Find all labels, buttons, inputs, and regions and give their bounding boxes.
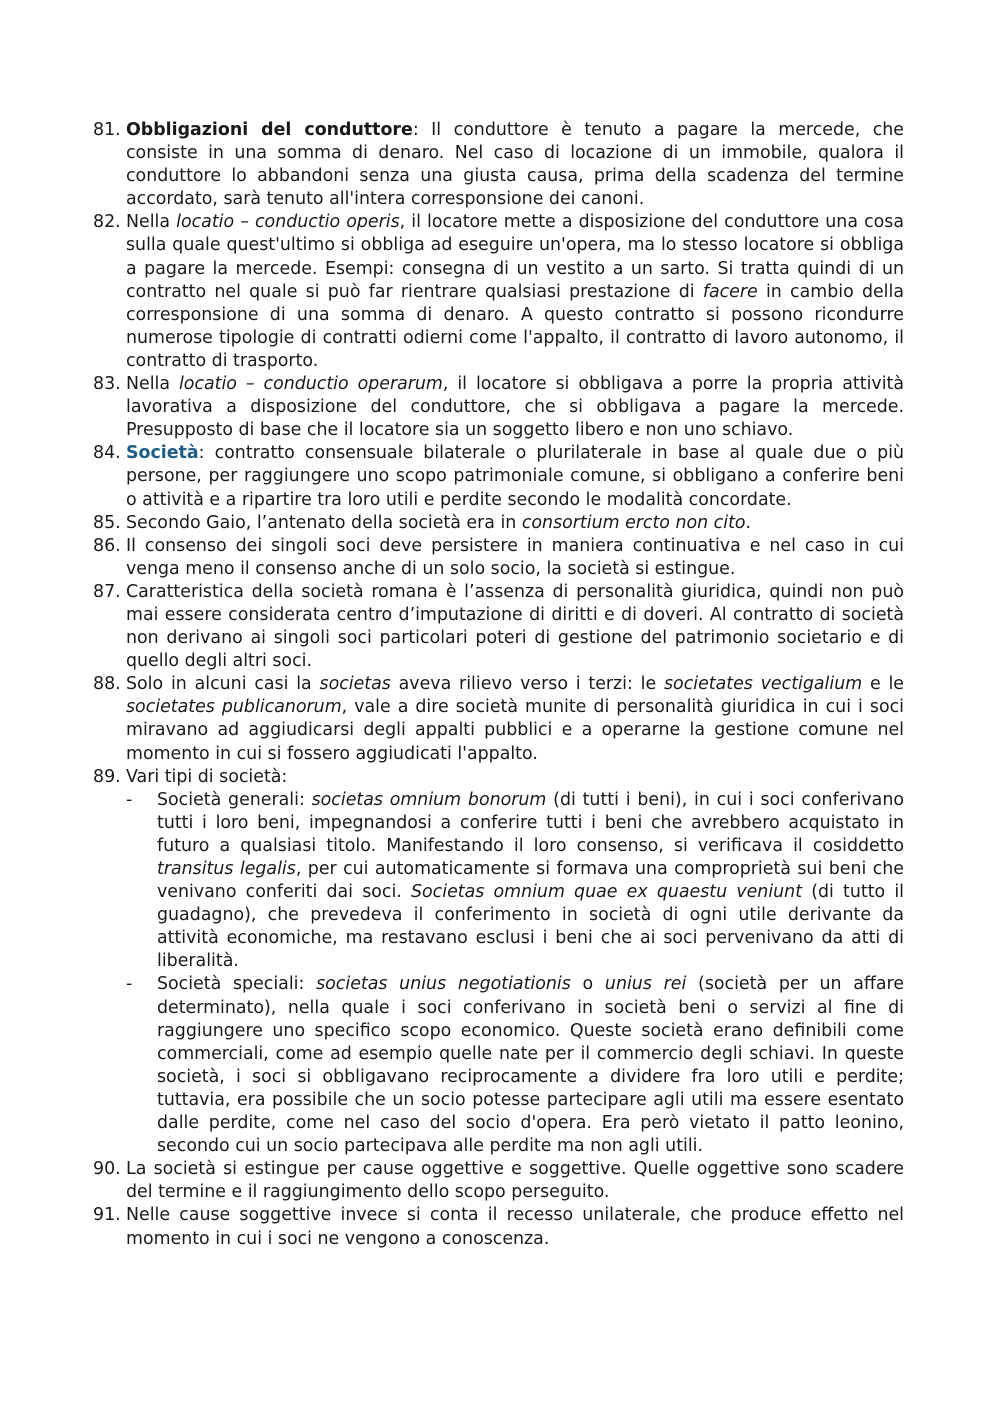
text-run: La società si estingue per cause oggettive e soggettive. Quelle oggettive sono scadere del termine e il raggiungimento dello scopo perseguito. <box>126 1159 904 1203</box>
text-run: , vale a dire società munite di personalità giuridica in cui i soci miravano ad aggiudicarsi degli appalti pubblici e a operarne la gestione comune nel momento in cui si fossero aggiudicati l'appalto. <box>126 697 905 764</box>
sub-item-text <box>157 973 904 1158</box>
list-item <box>93 673 904 765</box>
item-number: 89. <box>93 766 121 787</box>
text-run: Caratteristica della società romana è l’assenza di personalità giuridica, quindi non può mai essere considerata centro d’imputazione di diritti e di doveri. Al contratto di società non derivano ai singoli soci particolari poteri di gestione del patrimonio societario e di quello degli altri soci. <box>126 581 904 672</box>
list-item <box>93 766 904 1159</box>
dash-bullet: - <box>126 789 133 810</box>
text-run: Secondo Gaio, l’antenato della società era in <box>126 512 522 533</box>
text-run: Il consenso dei singoli soci deve persistere in maniera continuativa e nel caso in cui venga meno il consenso anche di un solo socio, la società si estingue. <box>126 535 904 579</box>
latin-term: societas <box>319 674 391 695</box>
list-item <box>93 512 904 535</box>
text-run: Vari tipi di società: <box>126 766 288 787</box>
text-run: Nella <box>126 212 177 233</box>
latin-term: unius rei <box>604 974 687 995</box>
text-run: : Il conduttore è tenuto a pagare la mercede, che consiste in una somma di denaro. Nel caso di locazione di un immobile, qualora il conduttore lo abbandoni senza una giusta causa, prima della scadenza del termine accordato, sarà tenuto all'intera corresponsione dei canoni. <box>126 120 904 210</box>
latin-term: facere <box>702 281 758 302</box>
item-number: 87. <box>93 581 121 602</box>
item-number: 91. <box>93 1205 121 1226</box>
latin-term: locatio – conductio operis <box>176 212 400 233</box>
list-item <box>93 535 904 581</box>
item-text <box>126 211 904 373</box>
sub-item-text <box>157 789 904 974</box>
item-number: 90. <box>93 1159 121 1180</box>
item-text <box>126 581 904 673</box>
term-heading: Obbligazioni del conduttore <box>126 120 413 140</box>
text-run: aveva rilievo verso i terzi: le <box>390 674 664 695</box>
item-text <box>126 119 904 211</box>
latin-term: societas unius negotiationis <box>316 974 571 995</box>
list-item <box>93 373 904 442</box>
item-text <box>126 1204 904 1250</box>
text-run: Società generali: <box>157 789 312 810</box>
sub-list-item <box>126 973 904 1158</box>
item-number: 82. <box>93 212 121 233</box>
text-run: Società speciali: <box>157 974 317 995</box>
text-run: in cambio della corresponsione di una somma di denaro. A questo contratto si possono ricondurre numerose tipologie di contratti odierni come l'appalto, il contratto di lavoro autonomo, il contratto di trasporto. <box>126 281 905 371</box>
item-number: 86. <box>93 535 121 556</box>
text-run: , il locatore si obbligava a porre la propria attività lavorativa a disposizione del conduttore, che si obbligava a pagare la mercede. Presupposto di base che il locatore sia un soggetto libero e non uno schiavo. <box>126 374 904 441</box>
text-run: (di tutto il guadagno), che prevedeva il conferimento in società di ogni utile derivante da attività economiche, ma restavano esclusi i beni che ai soci pervenivano da atti di liberalità. <box>157 882 904 972</box>
list-item <box>93 1204 904 1250</box>
item-number: 84. <box>93 443 121 464</box>
text-run: , per cui automaticamente si formava una comproprietà sui beni che venivano conferiti dai soci. <box>157 859 905 903</box>
latin-term: locatio – conductio operarum <box>178 374 443 395</box>
dash-bullet: - <box>126 974 133 995</box>
text-run: (di tutti i beni), in cui i soci conferivano tutti i loro beni, impegnandosi a conferire tutti i beni che avrebbero acquistato in futuro a qualsiasi titolo. Manifestando il loro consenso, si verificava il cosiddetto <box>157 789 904 856</box>
item-text <box>126 373 904 442</box>
list-item <box>93 1158 904 1204</box>
latin-term: societates vectigalium <box>664 674 863 695</box>
item-number: 88. <box>93 674 121 695</box>
item-number: 83. <box>93 374 121 395</box>
item-number: 85. <box>93 512 121 533</box>
latin-term: societates publicanorum <box>126 697 342 718</box>
text-run: (società per un affare determinato), nella quale i soci conferivano in società beni o servizi al fine di raggiungere uno specifico scopo economico. Queste società erano definibili come commerciali, come ad esempio quelle nate per il commercio degli schiavi. In queste società, i soci si obbligavano reciprocamente a dividere fra loro utili e perdite; tuttavia, era possibile che un socio potesse partecipare agli utili ma essere esentato dalle perdite, come nel caso del socio d'opera. Era però vietato il patto leonino, secondo cui un socio partecipava alle perdite ma non agli utili. <box>157 974 905 1157</box>
text-run: : contratto consensuale bilaterale o plurilaterale in base al quale due o più persone, per raggiungere uno scopo patrimoniale comune, si obbligano a conferire beni o attività e a ripartire tra loro utili e perdite secondo le modalità concordate. <box>126 443 904 510</box>
text-run: Nella <box>126 374 179 395</box>
item-text <box>126 535 904 581</box>
latin-term: transitus legalis <box>157 859 296 879</box>
text-run: e le <box>862 674 904 695</box>
term-heading: Società <box>126 443 199 464</box>
numbered-list <box>93 119 904 1251</box>
item-text <box>126 442 904 511</box>
item-text <box>126 1158 904 1204</box>
latin-term: societas omnium bonorum <box>311 789 547 810</box>
item-text <box>126 512 904 535</box>
item-text <box>126 673 904 765</box>
sub-list-item <box>126 789 904 974</box>
list-item <box>93 211 904 373</box>
text-run: . <box>745 512 752 533</box>
list-item <box>93 581 904 673</box>
text-run: o <box>570 974 605 995</box>
latin-term: Societas omnium quae ex quaestu veniunt <box>411 882 803 903</box>
text-run: Nelle cause soggettive invece si conta il recesso unilaterale, che produce effetto nel momento in cui i soci ne vengono a conoscenza. <box>126 1205 904 1249</box>
list-item <box>93 119 904 211</box>
item-number: 81. <box>93 120 121 140</box>
item-text <box>126 766 904 1159</box>
text-run: Solo in alcuni casi la <box>126 674 320 695</box>
latin-term: consortium ercto non cito <box>521 512 746 533</box>
text-run: , il locatore mette a disposizione del conduttore una cosa sulla quale quest'ultimo si obbliga ad eseguire un'opera, ma lo stesso locatore si obbliga a pagare la mercede. Esempi: consegna di un vestito a un sarto. Si tratta quindi di un contratto nel quale si può far rientrare qualsiasi prestazione di <box>126 212 904 302</box>
list-item <box>93 442 904 511</box>
